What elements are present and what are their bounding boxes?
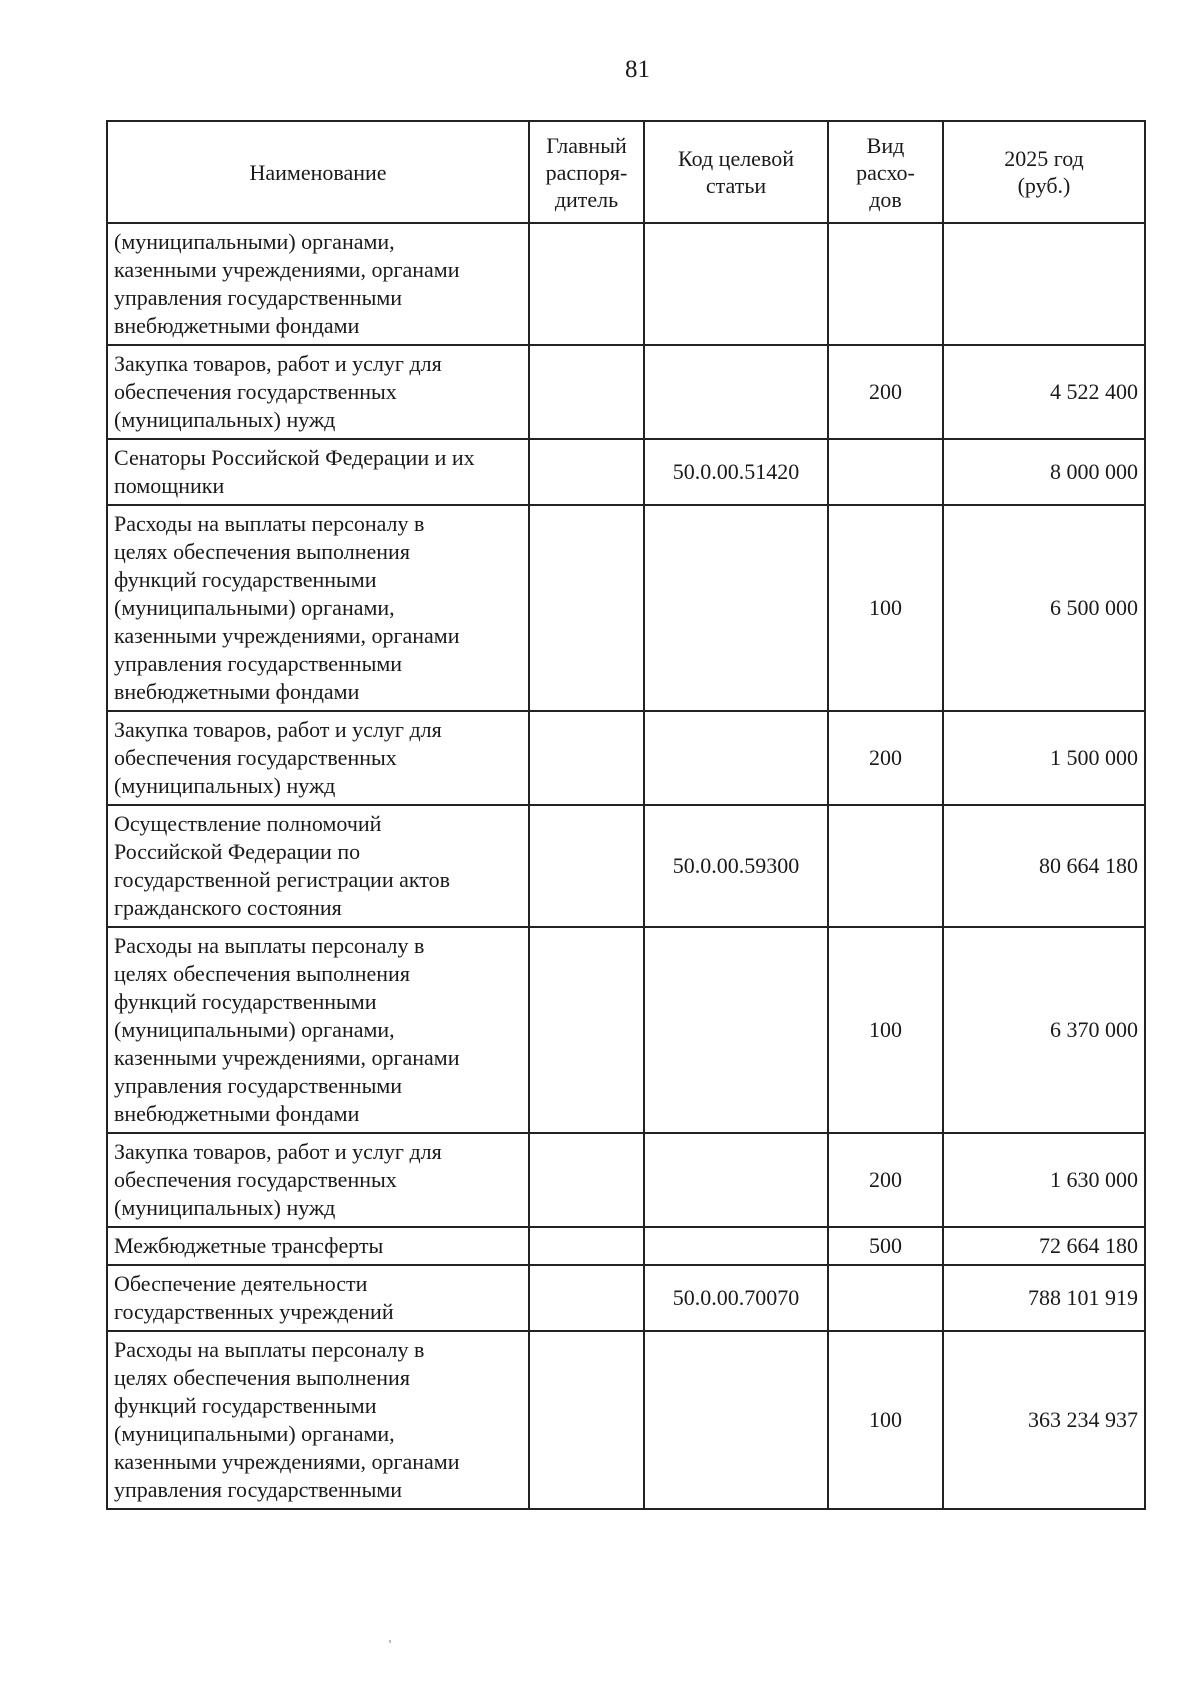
scan-speck <box>389 1640 391 1643</box>
cell-name: Расходы на выплаты персоналу в целях обеспечения выполнения функций государственными (муниципальными) органами, казенными учреждениями, органами управления государственными <box>107 1331 529 1509</box>
cell-amount: 1 500 000 <box>943 711 1145 805</box>
cell-amount: 6 500 000 <box>943 505 1145 711</box>
cell-code <box>644 1133 828 1227</box>
cell-name: Осуществление полномочий Российской Федерации по государственной регистрации актов гражданского состояния <box>107 805 529 927</box>
cell-owner <box>529 927 644 1133</box>
table-row <box>107 345 1145 439</box>
table-row <box>107 505 1145 711</box>
cell-name: Закупка товаров, работ и услуг для обеспечения государственных (муниципальных) нужд <box>107 1133 529 1227</box>
cell-code: 50.0.00.70070 <box>644 1265 828 1331</box>
header-amount: 2025 год (руб.) <box>943 121 1145 223</box>
cell-kind: 500 <box>828 1227 943 1265</box>
cell-amount: 1 630 000 <box>943 1133 1145 1227</box>
cell-kind: 200 <box>828 345 943 439</box>
cell-owner <box>529 1331 644 1509</box>
table-row <box>107 223 1145 345</box>
table-body <box>107 223 1145 1509</box>
cell-kind: 200 <box>828 711 943 805</box>
cell-owner <box>529 439 644 505</box>
budget-table <box>106 120 1146 1510</box>
table-row <box>107 1265 1145 1331</box>
cell-name: Закупка товаров, работ и услуг для обеспечения государственных (муниципальных) нужд <box>107 345 529 439</box>
table-row <box>107 1133 1145 1227</box>
cell-owner <box>529 505 644 711</box>
page-number: 81 <box>625 56 650 83</box>
cell-amount: 4 522 400 <box>943 345 1145 439</box>
cell-amount: 8 000 000 <box>943 439 1145 505</box>
header-name: Наименование <box>107 121 529 223</box>
cell-owner <box>529 1265 644 1331</box>
header-owner: Главный распоря- дитель <box>529 121 644 223</box>
cell-amount: 788 101 919 <box>943 1265 1145 1331</box>
cell-code <box>644 345 828 439</box>
cell-name: Расходы на выплаты персоналу в целях обеспечения выполнения функций государственными (муниципальными) органами, казенными учреждениями, органами управления государственными внебюджетными фондами <box>107 505 529 711</box>
cell-owner <box>529 805 644 927</box>
cell-code <box>644 927 828 1133</box>
header-kind: Вид расхо- дов <box>828 121 943 223</box>
table-row <box>107 711 1145 805</box>
cell-amount <box>943 223 1145 345</box>
cell-kind <box>828 223 943 345</box>
table-row <box>107 927 1145 1133</box>
table-row <box>107 1331 1145 1509</box>
cell-owner <box>529 223 644 345</box>
cell-kind <box>828 1265 943 1331</box>
cell-name: Расходы на выплаты персоналу в целях обеспечения выполнения функций государственными (муниципальными) органами, казенными учреждениями, органами управления государственными внебюджетными фондами <box>107 927 529 1133</box>
table-row <box>107 805 1145 927</box>
cell-owner <box>529 1227 644 1265</box>
cell-kind: 100 <box>828 1331 943 1509</box>
cell-name: Сенаторы Российской Федерации и их помощники <box>107 439 529 505</box>
cell-name: (муниципальными) органами, казенными учреждениями, органами управления государственными внебюджетными фондами <box>107 223 529 345</box>
cell-amount: 72 664 180 <box>943 1227 1145 1265</box>
cell-amount: 80 664 180 <box>943 805 1145 927</box>
cell-owner <box>529 1133 644 1227</box>
table-row <box>107 439 1145 505</box>
cell-kind: 200 <box>828 1133 943 1227</box>
cell-code <box>644 711 828 805</box>
cell-owner <box>529 711 644 805</box>
cell-kind <box>828 805 943 927</box>
cell-name: Закупка товаров, работ и услуг для обеспечения государственных (муниципальных) нужд <box>107 711 529 805</box>
cell-code <box>644 1331 828 1509</box>
cell-name: Межбюджетные трансферты <box>107 1227 529 1265</box>
cell-code: 50.0.00.51420 <box>644 439 828 505</box>
cell-amount: 363 234 937 <box>943 1331 1145 1509</box>
cell-code <box>644 1227 828 1265</box>
cell-owner <box>529 345 644 439</box>
cell-kind: 100 <box>828 505 943 711</box>
cell-name: Обеспечение деятельности государственных учреждений <box>107 1265 529 1331</box>
cell-kind <box>828 439 943 505</box>
cell-kind: 100 <box>828 927 943 1133</box>
cell-code <box>644 223 828 345</box>
cell-code <box>644 505 828 711</box>
table-row <box>107 1227 1145 1265</box>
cell-amount: 6 370 000 <box>943 927 1145 1133</box>
header-code: Код целевой статьи <box>644 121 828 223</box>
table-header-row <box>107 121 1145 223</box>
cell-code: 50.0.00.59300 <box>644 805 828 927</box>
